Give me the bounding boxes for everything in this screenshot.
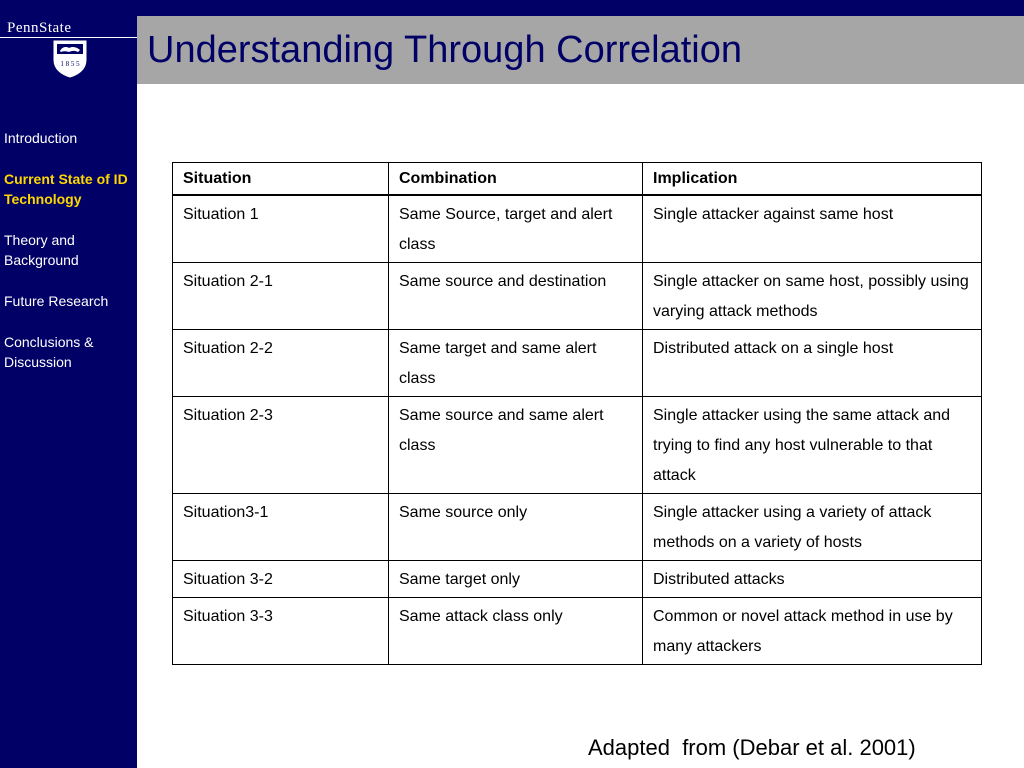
cell-implication: Single attacker using a variety of attack methods on a variety of hosts (643, 494, 982, 561)
sidebar-item-future-research[interactable]: Future Research (4, 293, 109, 309)
title-bar (137, 16, 1024, 84)
cell-situation: Situation 3-3 (173, 598, 389, 665)
sidebar-item-theory[interactable]: Theory and Background (4, 232, 79, 268)
pennstate-logo (0, 0, 137, 84)
cell-situation: Situation 2-1 (173, 263, 389, 330)
cell-implication: Common or novel attack method in use by many attackers (643, 598, 982, 665)
page-title: Understanding Through Correlation (147, 29, 742, 71)
logo-wordmark-text: PennState (7, 20, 72, 35)
table-row (173, 397, 982, 494)
pennstate-wordmark-icon (7, 17, 103, 35)
cell-implication: Distributed attack on a single host (643, 330, 982, 397)
cell-combination: Same target and same alert class (389, 330, 643, 397)
header-implication: Implication (643, 163, 982, 196)
table-row (173, 330, 982, 397)
table-row (173, 598, 982, 665)
correlation-table (172, 162, 982, 665)
cell-combination: Same target only (389, 561, 643, 598)
logo-year: 1 8 5 5 (60, 60, 80, 68)
table-row (173, 561, 982, 598)
sidebar (0, 0, 137, 768)
sidebar-item-introduction[interactable]: Introduction (4, 130, 78, 146)
table-row (173, 263, 982, 330)
cell-situation: Situation 3-2 (173, 561, 389, 598)
sidebar-item-current-state[interactable]: Current State of ID Technology (4, 171, 128, 207)
top-band (0, 0, 1024, 16)
table-row (173, 494, 982, 561)
cell-combination: Same source and same alert class (389, 397, 643, 494)
logo-wordmark (7, 17, 103, 39)
cell-combination: Same attack class only (389, 598, 643, 665)
logo-divider (0, 37, 137, 38)
table-row (173, 195, 982, 263)
citation-text: Adapted from (Debar et al. 2001) (588, 735, 916, 760)
nittany-lion-shield-icon (53, 40, 87, 78)
cell-implication: Single attacker using the same attack and trying to find any host vulnerable to that attack (643, 397, 982, 494)
header-combination: Combination (389, 163, 643, 196)
cell-combination: Same source only (389, 494, 643, 561)
header-situation: Situation (173, 163, 389, 196)
cell-situation: Situation 2-2 (173, 330, 389, 397)
sidebar-item-conclusions[interactable]: Conclusions & Discussion (4, 334, 94, 370)
cell-implication: Single attacker against same host (643, 195, 982, 263)
cell-combination: Same source and destination (389, 263, 643, 330)
cell-situation: Situation 2-3 (173, 397, 389, 494)
cell-situation: Situation 1 (173, 195, 389, 263)
cell-combination: Same Source, target and alert class (389, 195, 643, 263)
table-header-row (173, 163, 982, 196)
cell-implication: Distributed attacks (643, 561, 982, 598)
cell-implication: Single attacker on same host, possibly using varying attack methods (643, 263, 982, 330)
cell-situation: Situation3-1 (173, 494, 389, 561)
sidebar-nav (4, 128, 136, 393)
